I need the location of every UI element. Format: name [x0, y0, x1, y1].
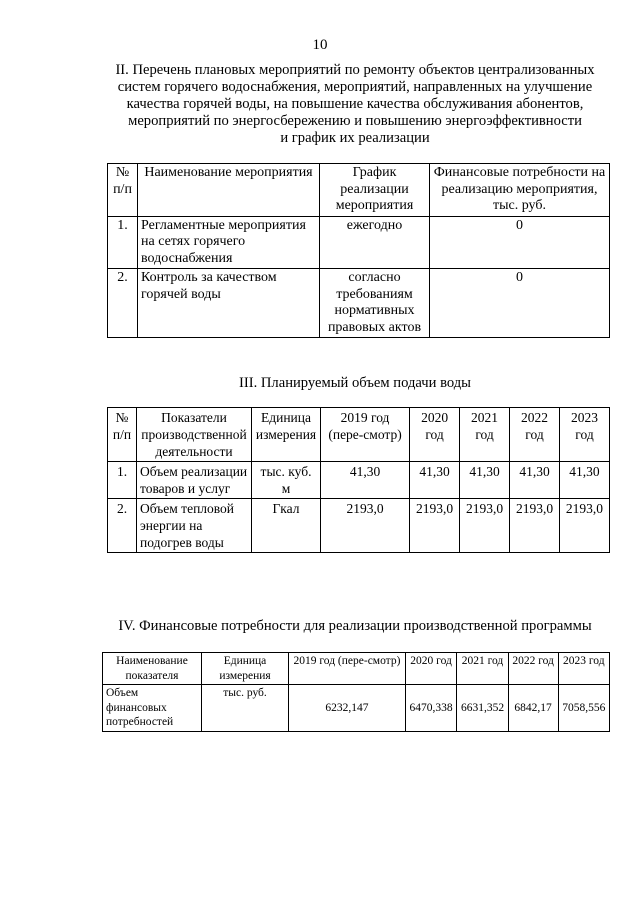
header-finance: Финансовые потребности на реализацию мероприятия, тыс. руб.	[430, 164, 610, 217]
header-year: 2021 год	[457, 653, 508, 685]
row-unit: Гкал	[252, 499, 321, 553]
section-2-title	[95, 62, 615, 147]
section-2-title-line: II. Перечень плановых мероприятий по ремонту объектов централизованных	[115, 62, 595, 78]
row-value: 2193,0	[559, 499, 609, 553]
table-row	[108, 462, 610, 499]
row-num: 2.	[108, 499, 137, 553]
row-value: 41,30	[321, 462, 410, 499]
row-indicator: Объем тепловой энергии на подогрев воды	[137, 499, 252, 553]
header-year: 2023 год	[558, 653, 609, 685]
row-value: 41,30	[460, 462, 510, 499]
row-num: 1.	[108, 462, 137, 499]
table-header-row	[108, 408, 610, 462]
header-unit: Единица измерения	[202, 653, 289, 685]
header-indicator: Показатели производственной деятельности	[137, 408, 252, 462]
row-schedule: согласно требованиям нормативных правовых актов	[320, 269, 430, 338]
header-year: 2022 год	[508, 653, 558, 685]
header-num: № п/п	[108, 408, 137, 462]
page-number: 10	[312, 37, 328, 53]
planned-measures-table	[107, 163, 610, 338]
row-value: 6470,338	[405, 685, 456, 732]
table-header-row	[108, 164, 610, 217]
header-year: 2022 год	[510, 408, 560, 462]
section-2-title-line: систем горячего водоснабжения, мероприятий, направленных на улучшение	[117, 79, 593, 95]
row-value: 2193,0	[321, 499, 410, 553]
row-num: 1.	[108, 216, 138, 269]
header-year: 2023 год	[559, 408, 609, 462]
row-value: 2193,0	[460, 499, 510, 553]
header-unit: Единица измерения	[252, 408, 321, 462]
section-3-title: III. Планируемый объем подачи воды	[239, 375, 471, 391]
row-unit: тыс. руб.	[202, 685, 289, 732]
header-year: 2021 год	[460, 408, 510, 462]
header-year: 2019 год (пере-смотр)	[321, 408, 410, 462]
row-unit: тыс. куб. м	[252, 462, 321, 499]
header-measure-name: Наименование мероприятия	[138, 164, 320, 217]
section-4-title: IV. Финансовые потребности для реализации производственной программы	[118, 618, 592, 634]
row-value: 6842,17	[508, 685, 558, 732]
table-row	[103, 685, 610, 732]
header-year: 2020 год	[405, 653, 456, 685]
row-measure-name: Контроль за качеством горячей воды	[138, 269, 320, 338]
table-row	[108, 499, 610, 553]
water-supply-volume-table	[107, 407, 610, 553]
row-value: 2193,0	[510, 499, 560, 553]
row-schedule: ежегодно	[320, 216, 430, 269]
table-header-row	[103, 653, 610, 685]
row-value: 41,30	[410, 462, 460, 499]
row-value: 6631,352	[457, 685, 508, 732]
row-value: 7058,556	[558, 685, 609, 732]
row-finance: 0	[430, 269, 610, 338]
table-row	[108, 216, 610, 269]
header-indicator-name: Наименование показателя	[103, 653, 202, 685]
financial-needs-table	[102, 652, 610, 732]
row-value: 41,30	[559, 462, 609, 499]
row-value: 6232,147	[289, 685, 406, 732]
header-schedule: График реализации мероприятия	[320, 164, 430, 217]
header-year: 2019 год (пере-смотр)	[289, 653, 406, 685]
row-value: 41,30	[510, 462, 560, 499]
row-finance: 0	[430, 216, 610, 269]
section-2-title-line: качества горячей воды, на повышение качества обслуживания абонентов,	[126, 96, 584, 112]
section-2-title-line: и график их реализации	[280, 130, 430, 146]
header-num: № п/п	[108, 164, 138, 217]
section-2-title-line: мероприятий по энергосбережению и повышению энергоэффективности	[128, 113, 582, 129]
row-num: 2.	[108, 269, 138, 338]
row-indicator: Объем реализации товаров и услуг	[137, 462, 252, 499]
row-indicator-name: Объем финансовых потребностей	[103, 685, 202, 732]
header-year: 2020 год	[410, 408, 460, 462]
row-value: 2193,0	[410, 499, 460, 553]
table-row	[108, 269, 610, 338]
row-measure-name: Регламентные мероприятия на сетях горячего водоснабжения	[138, 216, 320, 269]
